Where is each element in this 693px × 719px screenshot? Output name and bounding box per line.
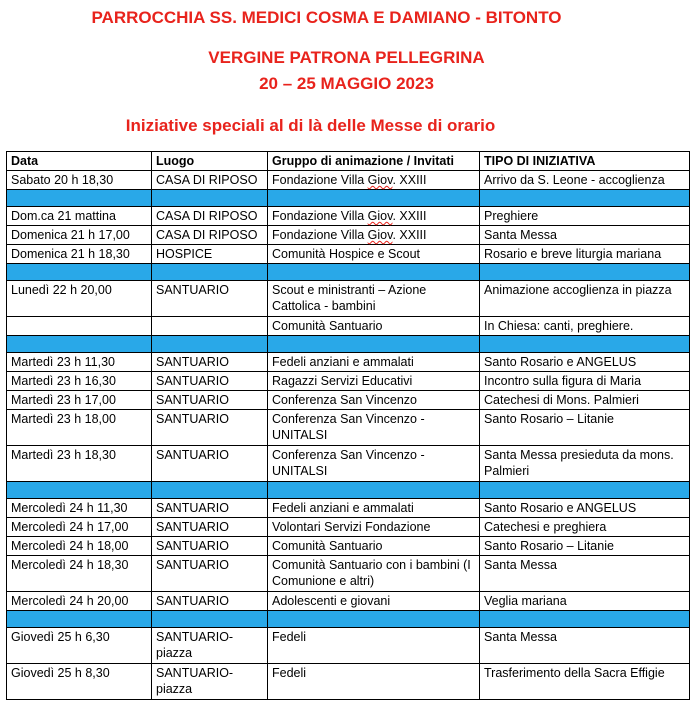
separator-cell	[268, 336, 480, 353]
table-body	[7, 171, 690, 700]
column-header-gruppo: Gruppo di animazione / Invitati	[268, 152, 480, 171]
cell-luogo	[152, 317, 268, 336]
cell-data: Domenica 21 h 17,00	[7, 226, 152, 245]
cell-tipo: Incontro sulla figura di Maria	[480, 372, 690, 391]
cell-luogo: CASA DI RIPOSO	[152, 171, 268, 190]
cell-luogo: SANTUARIO-piazza	[152, 628, 268, 664]
day-separator-row	[7, 336, 690, 353]
section-subtitle: Iniziative speciali al di là delle Messe di orario	[125, 116, 496, 135]
table-row	[7, 664, 690, 700]
day-separator-row	[7, 264, 690, 281]
cell-gruppo: Fondazione Villa Giov. XXIII	[268, 171, 480, 190]
cell-luogo: CASA DI RIPOSO	[152, 226, 268, 245]
cell-gruppo: Fedeli anziani e ammalati	[268, 499, 480, 518]
cell-luogo: CASA DI RIPOSO	[152, 207, 268, 226]
cell-data: Domenica 21 h 18,30	[7, 245, 152, 264]
separator-cell	[7, 482, 152, 499]
cell-data: Mercoledì 24 h 20,00	[7, 592, 152, 611]
table-row	[7, 410, 690, 446]
separator-cell	[268, 482, 480, 499]
schedule-table	[6, 151, 690, 700]
cell-data	[7, 317, 152, 336]
cell-tipo: Preghiere	[480, 207, 690, 226]
cell-luogo: SANTUARIO	[152, 353, 268, 372]
cell-tipo: Santo Rosario – Litanie	[480, 537, 690, 556]
cell-luogo: SANTUARIO-piazza	[152, 664, 268, 700]
cell-data: Martedì 23 h 11,30	[7, 353, 152, 372]
cell-data: Lunedì 22 h 20,00	[7, 281, 152, 317]
separator-cell	[480, 190, 690, 207]
cell-gruppo: Fedeli anziani e ammalati	[268, 353, 480, 372]
cell-data: Martedì 23 h 18,30	[7, 446, 152, 482]
cell-luogo: SANTUARIO	[152, 281, 268, 317]
cell-data: Martedì 23 h 16,30	[7, 372, 152, 391]
cell-tipo: Santa Messa presieduta da mons. Palmieri	[480, 446, 690, 482]
cell-gruppo: Fondazione Villa Giov. XXIII	[268, 226, 480, 245]
separator-cell	[268, 264, 480, 281]
cell-gruppo: Conferenza San Vincenzo	[268, 391, 480, 410]
separator-cell	[268, 611, 480, 628]
table-row	[7, 518, 690, 537]
cell-tipo: Catechesi di Mons. Palmieri	[480, 391, 690, 410]
parish-title: PARROCCHIA SS. MEDICI COSMA E DAMIANO - BITONTO	[91, 8, 562, 27]
table-row	[7, 317, 690, 336]
event-title: VERGINE PATRONA PELLEGRINA	[208, 48, 485, 67]
cell-gruppo: Ragazzi Servizi Educativi	[268, 372, 480, 391]
table-row	[7, 245, 690, 264]
cell-gruppo: Fedeli	[268, 664, 480, 700]
separator-cell	[152, 336, 268, 353]
cell-tipo: Veglia mariana	[480, 592, 690, 611]
cell-luogo: SANTUARIO	[152, 592, 268, 611]
cell-gruppo: Comunità Santuario con i bambini (I Comunione e altri)	[268, 556, 480, 592]
separator-cell	[152, 264, 268, 281]
cell-tipo: Trasferimento della Sacra Effigie	[480, 664, 690, 700]
separator-cell	[7, 264, 152, 281]
cell-data: Giovedì 25 h 6,30	[7, 628, 152, 664]
cell-gruppo: Comunità Santuario	[268, 317, 480, 336]
table-row	[7, 537, 690, 556]
cell-luogo: SANTUARIO	[152, 499, 268, 518]
table-row	[7, 226, 690, 245]
cell-luogo: SANTUARIO	[152, 410, 268, 446]
cell-gruppo: Fedeli	[268, 628, 480, 664]
column-header-luogo: Luogo	[152, 152, 268, 171]
cell-data: Sabato 20 h 18,30	[7, 171, 152, 190]
separator-cell	[268, 190, 480, 207]
separator-cell	[152, 482, 268, 499]
cell-tipo: Santo Rosario e ANGELUS	[480, 353, 690, 372]
separator-cell	[152, 190, 268, 207]
cell-gruppo: Scout e ministranti – Azione Cattolica - bambini	[268, 281, 480, 317]
separator-cell	[480, 336, 690, 353]
cell-gruppo: Volontari Servizi Fondazione	[268, 518, 480, 537]
day-separator-row	[7, 190, 690, 207]
table-row	[7, 353, 690, 372]
cell-gruppo: Conferenza San Vincenzo - UNITALSI	[268, 446, 480, 482]
day-separator-row	[7, 611, 690, 628]
day-separator-row	[7, 482, 690, 499]
cell-luogo: SANTUARIO	[152, 556, 268, 592]
cell-luogo: SANTUARIO	[152, 391, 268, 410]
column-header-data: Data	[7, 152, 152, 171]
table-row	[7, 207, 690, 226]
cell-tipo: Arrivo da S. Leone - accoglienza	[480, 171, 690, 190]
cell-tipo: Santa Messa	[480, 628, 690, 664]
cell-gruppo: Comunità Santuario	[268, 537, 480, 556]
table-header-row	[7, 152, 690, 171]
table-row	[7, 499, 690, 518]
event-dates: 20 – 25 MAGGIO 2023	[259, 74, 434, 93]
separator-cell	[152, 611, 268, 628]
cell-data: Dom.ca 21 mattina	[7, 207, 152, 226]
cell-luogo: SANTUARIO	[152, 518, 268, 537]
separator-cell	[480, 611, 690, 628]
cell-luogo: SANTUARIO	[152, 537, 268, 556]
cell-data: Mercoledì 24 h 11,30	[7, 499, 152, 518]
cell-tipo: Santa Messa	[480, 556, 690, 592]
table-row	[7, 446, 690, 482]
cell-tipo: In Chiesa: canti, preghiere.	[480, 317, 690, 336]
table-row	[7, 281, 690, 317]
cell-data: Mercoledì 24 h 18,00	[7, 537, 152, 556]
cell-luogo: SANTUARIO	[152, 446, 268, 482]
column-header-tipo: TIPO DI INIZIATIVA	[480, 152, 690, 171]
cell-gruppo: Conferenza San Vincenzo - UNITALSI	[268, 410, 480, 446]
table-row	[7, 372, 690, 391]
table-row	[7, 556, 690, 592]
cell-tipo: Catechesi e preghiera	[480, 518, 690, 537]
cell-data: Martedì 23 h 17,00	[7, 391, 152, 410]
cell-gruppo: Comunità Hospice e Scout	[268, 245, 480, 264]
cell-data: Giovedì 25 h 8,30	[7, 664, 152, 700]
separator-cell	[7, 336, 152, 353]
cell-tipo: Rosario e breve liturgia mariana	[480, 245, 690, 264]
separator-cell	[480, 264, 690, 281]
table-row	[7, 592, 690, 611]
cell-tipo: Santa Messa	[480, 226, 690, 245]
cell-luogo: SANTUARIO	[152, 372, 268, 391]
cell-tipo: Santo Rosario e ANGELUS	[480, 499, 690, 518]
table-row	[7, 628, 690, 664]
cell-data: Martedì 23 h 18,00	[7, 410, 152, 446]
cell-tipo: Santo Rosario – Litanie	[480, 410, 690, 446]
cell-tipo: Animazione accoglienza in piazza	[480, 281, 690, 317]
table-row	[7, 391, 690, 410]
table-row	[7, 171, 690, 190]
cell-data: Mercoledì 24 h 17,00	[7, 518, 152, 537]
cell-luogo: HOSPICE	[152, 245, 268, 264]
separator-cell	[480, 482, 690, 499]
separator-cell	[7, 611, 152, 628]
cell-gruppo: Fondazione Villa Giov. XXIII	[268, 207, 480, 226]
cell-data: Mercoledì 24 h 18,30	[7, 556, 152, 592]
separator-cell	[7, 190, 152, 207]
cell-gruppo: Adolescenti e giovani	[268, 592, 480, 611]
